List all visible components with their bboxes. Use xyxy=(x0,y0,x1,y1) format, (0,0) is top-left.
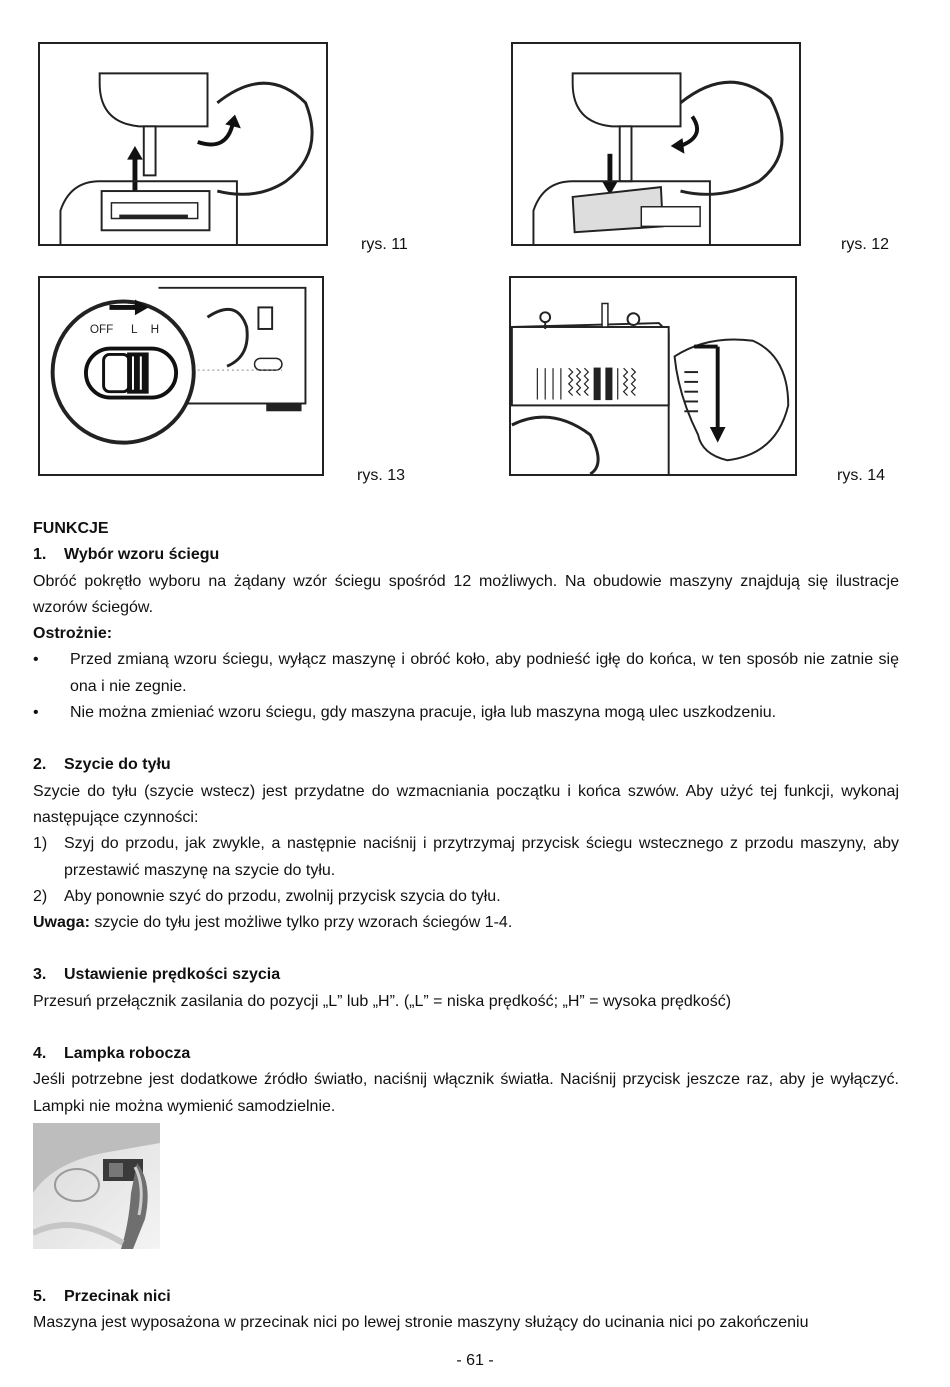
needle-down-illustration xyxy=(513,44,799,244)
s2-number: 2. xyxy=(33,756,47,774)
s2-note-text: szycie do tyłu jest możliwe tylko przy wzorach ściegów 1-4. xyxy=(89,914,513,932)
bullet-marker: • xyxy=(33,651,39,669)
s4-body: Jeśli potrzebne jest dodatkowe źródło światło, naciśnij włącznik światła. Naciśnij przycisk jeszcze raz, aby je wyłączyć. Lampki nie można wymienić samodzielnie. xyxy=(33,1071,899,1115)
list-item xyxy=(33,831,899,884)
list-item-text: Przed zmianą wzoru ściegu, wyłącz maszynę i obróć koło, aby podnieść igłę do końca, w ten sposób nie zatnie się ona i nie zegnie. xyxy=(70,651,899,695)
thread-cutter-section xyxy=(33,1284,899,1337)
s1-caution-label: Ostrożnie: xyxy=(33,625,113,643)
list-item xyxy=(33,884,899,910)
section-title: FUNKCJE xyxy=(33,520,109,537)
stitch-selector-illustration xyxy=(511,278,795,474)
s5-body: Maszyna jest wyposażona w przecinak nici po lewej stronie maszyny służący do ucinania nici po zakończeniu xyxy=(33,1314,809,1332)
s4-number: 4. xyxy=(33,1045,47,1063)
figure-11 xyxy=(38,42,328,246)
bullet-marker: • xyxy=(33,704,39,722)
step-text: Aby ponownie szyć do przodu, zwolnij przycisk szycia do tyłu. xyxy=(64,887,501,905)
needle-up-illustration xyxy=(40,44,326,244)
list-item xyxy=(33,647,899,700)
switch-label-off: OFF xyxy=(89,322,114,336)
s2-body: Szycie do tyłu (szycie wstecz) jest przydatne do wzmacniania początku i końca szwów. Aby użyć tej funkcji, wykonaj następujące czynności: xyxy=(33,782,899,826)
s4-heading xyxy=(33,1041,899,1067)
step-text: Szyj do przodu, jak zwykle, a następnie naciśnij i przytrzymaj przycisk ściegu wstecznego z przodu maszyny, aby przestawić maszynę na szycie do tyłu. xyxy=(64,835,899,879)
step-marker: 1) xyxy=(33,835,48,853)
lamp-switch-image xyxy=(33,1123,160,1249)
figure-13-caption: rys. 13 xyxy=(357,467,406,484)
s1-title: Wybór wzoru ściegu xyxy=(64,546,220,564)
switch-label-l: L xyxy=(131,322,138,336)
s2-note xyxy=(33,910,899,936)
figure-11-caption: rys. 11 xyxy=(361,236,408,253)
switch-label-h: H xyxy=(150,322,160,336)
functions-section xyxy=(33,516,899,1120)
s3-number: 3. xyxy=(33,966,47,984)
work-lamp-photo xyxy=(33,1123,160,1249)
s3-heading xyxy=(33,962,899,988)
s3-body: Przesuń przełącznik zasilania do pozycji „L” lub „H”. („L” = niska prędkość; „H” = wysoka prędkość) xyxy=(33,992,732,1010)
figure-14 xyxy=(509,276,797,476)
s2-note-label: Uwaga: xyxy=(33,914,90,932)
figure-13 xyxy=(38,276,324,476)
figure-12-caption: rys. 12 xyxy=(841,236,890,253)
s2-heading xyxy=(33,752,899,778)
power-switch-illustration xyxy=(40,278,322,474)
s5-heading xyxy=(33,1284,899,1310)
step-marker: 2) xyxy=(33,887,48,905)
s3-title: Ustawienie prędkości szycia xyxy=(64,966,281,984)
s1-body: Obróć pokrętło wyboru na żądany wzór ściegu spośród 12 możliwych. Na obudowie maszyny znajdują się ilustracje wzorów ściegów. xyxy=(33,572,899,616)
figure-14-caption: rys. 14 xyxy=(837,467,886,484)
page-number: - 61 - xyxy=(456,1352,494,1369)
list-item-text: Nie można zmieniać wzoru ściegu, gdy maszyna pracuje, igła lub maszyna mogą ulec uszkodzeniu. xyxy=(70,704,777,722)
figure-12 xyxy=(511,42,801,246)
s5-number: 5. xyxy=(33,1288,47,1305)
list-item xyxy=(33,700,899,726)
s4-title: Lampka robocza xyxy=(64,1045,191,1063)
s1-heading xyxy=(33,542,899,568)
s5-title: Przecinak nici xyxy=(64,1288,171,1305)
s1-number: 1. xyxy=(33,546,47,564)
s2-title: Szycie do tyłu xyxy=(64,756,171,774)
